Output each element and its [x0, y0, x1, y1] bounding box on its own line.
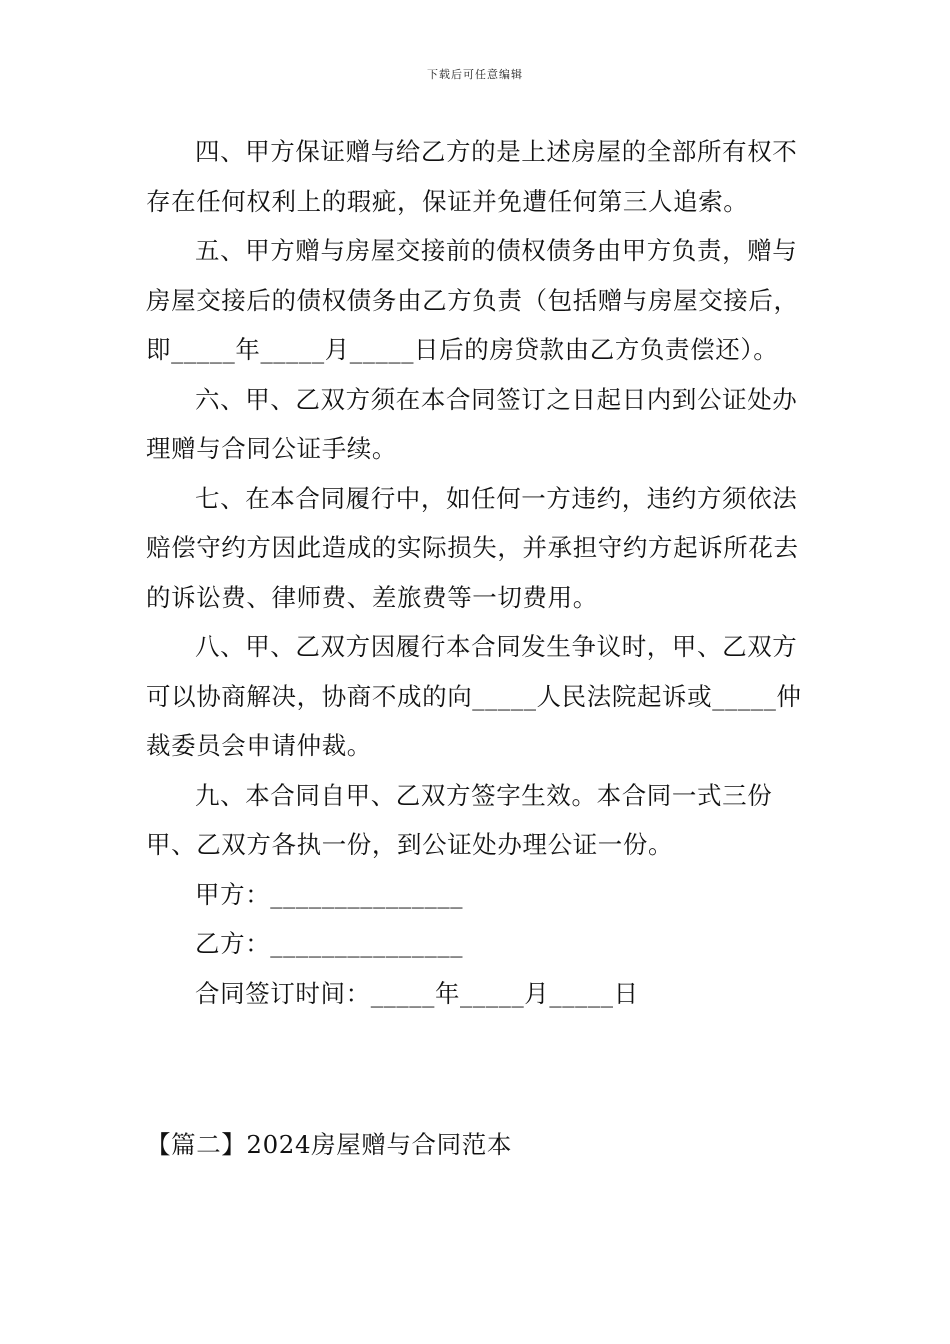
clause-6: 六、甲、乙双方须在本合同签订之日起日内到公证处办理赠与合同公证手续。	[146, 384, 798, 463]
clause-5: 五、甲方赠与房屋交接前的债权债务由甲方负责，赠与房屋交接后的债权债务由乙方负责（包括赠与房屋交接后，即_____年_____月_____日后的房贷款由乙方负责偿还）。	[146, 236, 799, 364]
contract-body	[146, 127, 810, 1018]
clause-4: 四、甲方保证赠与给乙方的是上述房屋的全部所有权不存在任何权利上的瑕疵，保证并免遭任何第三人追索。	[146, 137, 798, 216]
party-b-signature-line: 乙方：_______________	[195, 929, 464, 958]
clause-7: 七、在本合同履行中，如任何一方违约，违约方须依法赔偿守约方因此造成的实际损失，并承担守约方起诉所花去的诉讼费、律师费、差旅费等一切费用。	[146, 483, 799, 612]
page-header: 下载后可任意编辑	[427, 68, 523, 81]
party-a-signature-line: 甲方：_______________	[195, 879, 464, 909]
clause-8: 八、甲、乙双方因履行本合同发生争议时，甲、乙双方可以协商解决，协商不成的向_____人民法院起诉或_____仲裁委员会申请仲裁。	[146, 632, 802, 760]
signing-date-line: 合同签订时间：_____年_____月_____日	[195, 978, 639, 1008]
section-title: 【篇二】2024房屋赠与合同范本	[146, 1130, 512, 1159]
clause-9: 九、本合同自甲、乙双方签字生效。本合同一式三份甲、乙双方各执一份，到公证处办理公证一份。	[146, 780, 773, 859]
